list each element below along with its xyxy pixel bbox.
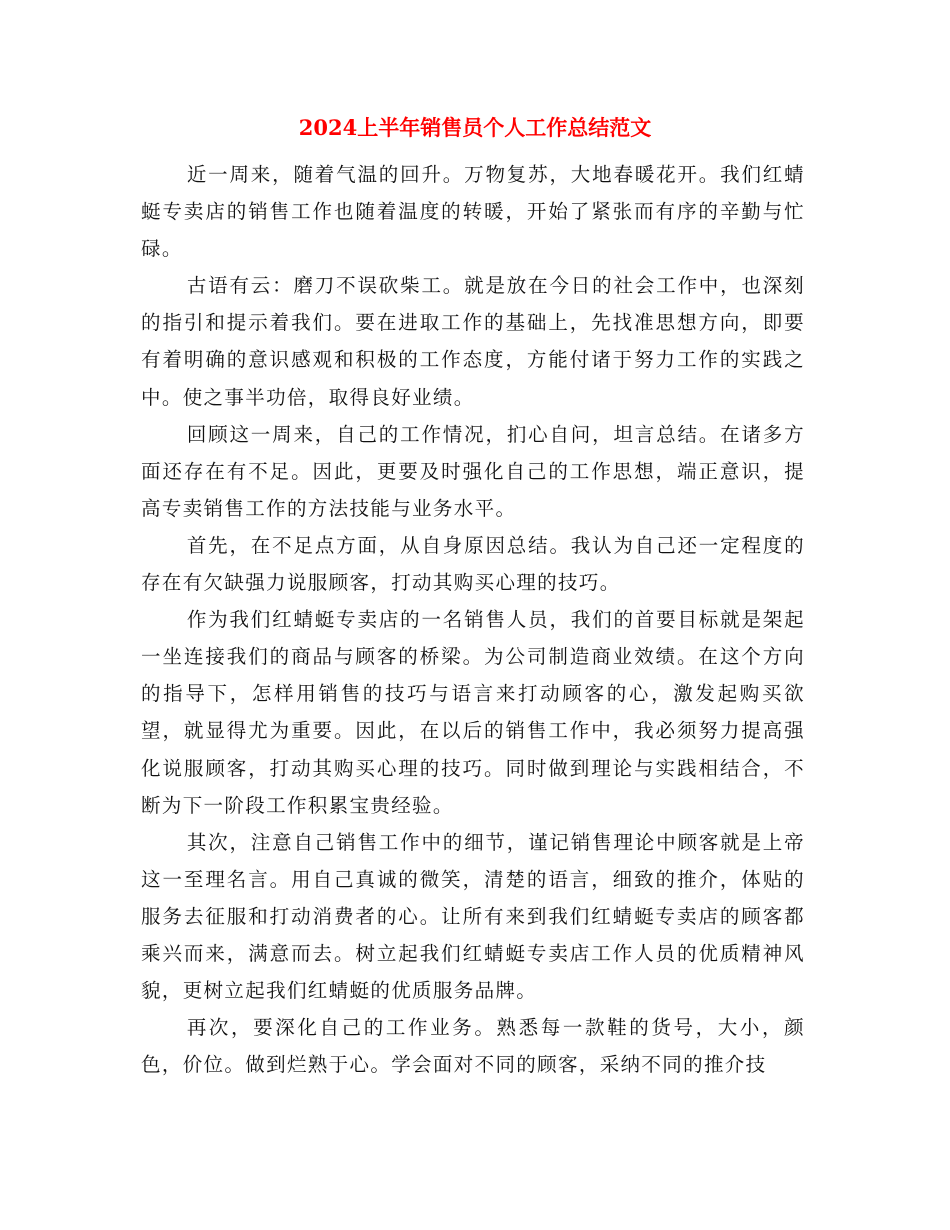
paragraph-7: 再次，要深化自己的工作业务。熟悉每一款鞋的货号，大小，颜色，价位。做到烂熟于心。学会面对不同的顾客，采纳不同的推介技 bbox=[141, 1016, 805, 1077]
paragraph-5: 作为我们红蜻蜓专卖店的一名销售人员，我们的首要目标就是架起一坐连接我们的商品与顾客的桥梁。为公司制造商业效绩。在这个方向的指导下，怎样用销售的技巧与语言来打动顾客的心，激发起购买欲望，就显得尤为重要。因此，在以后的销售工作中，我必须努力提高强化说服顾客，打动其购买心理的技巧。同时做到理论与实践相结合，不断为下一阶段工作积累宝贵经验。 bbox=[141, 608, 805, 817]
paragraph-6: 其次，注意自己销售工作中的细节，谨记销售理论中顾客就是上帝这一至理名言。用自己真诚的微笑，清楚的语言，细致的推介，体贴的服务去征服和打动消费者的心。让所有来到我们红蜻蜓专卖店的顾客都乘兴而来，满意而去。树立起我们红蜻蜓专卖店工作人员的优质精神风貌，更树立起我们红蜻蜓的优质服务品牌。 bbox=[141, 830, 805, 1003]
document-body bbox=[141, 156, 805, 1083]
document-title: 2024上半年销售员个人工作总结范文 bbox=[298, 115, 652, 140]
paragraph-3: 回顾这一周来，自己的工作情况，扪心自问，坦言总结。在诸多方面还存在有不足。因此，更要及时强化自己的工作思想，端正意识，提高专卖销售工作的方法技能与业务水平。 bbox=[141, 422, 805, 520]
paragraph-1: 近一周来，随着气温的回升。万物复苏，大地春暖花开。我们红蜻蜓专卖店的销售工作也随着温度的转暖，开始了紧张而有序的辛勤与忙碌。 bbox=[141, 163, 805, 261]
paragraph-2: 古语有云：磨刀不误砍柴工。就是放在今日的社会工作中，也深刻的指引和提示着我们。要在进取工作的基础上，先找准思想方向，即要有着明确的意识感观和积极的工作态度，方能付诸于努力工作的实践之中。使之事半功倍，取得良好业绩。 bbox=[141, 274, 805, 409]
paragraph-4: 首先，在不足点方面，从自身原因总结。我认为自己还一定程度的存在有欠缺强力说服顾客，打动其购买心理的技巧。 bbox=[141, 533, 805, 595]
